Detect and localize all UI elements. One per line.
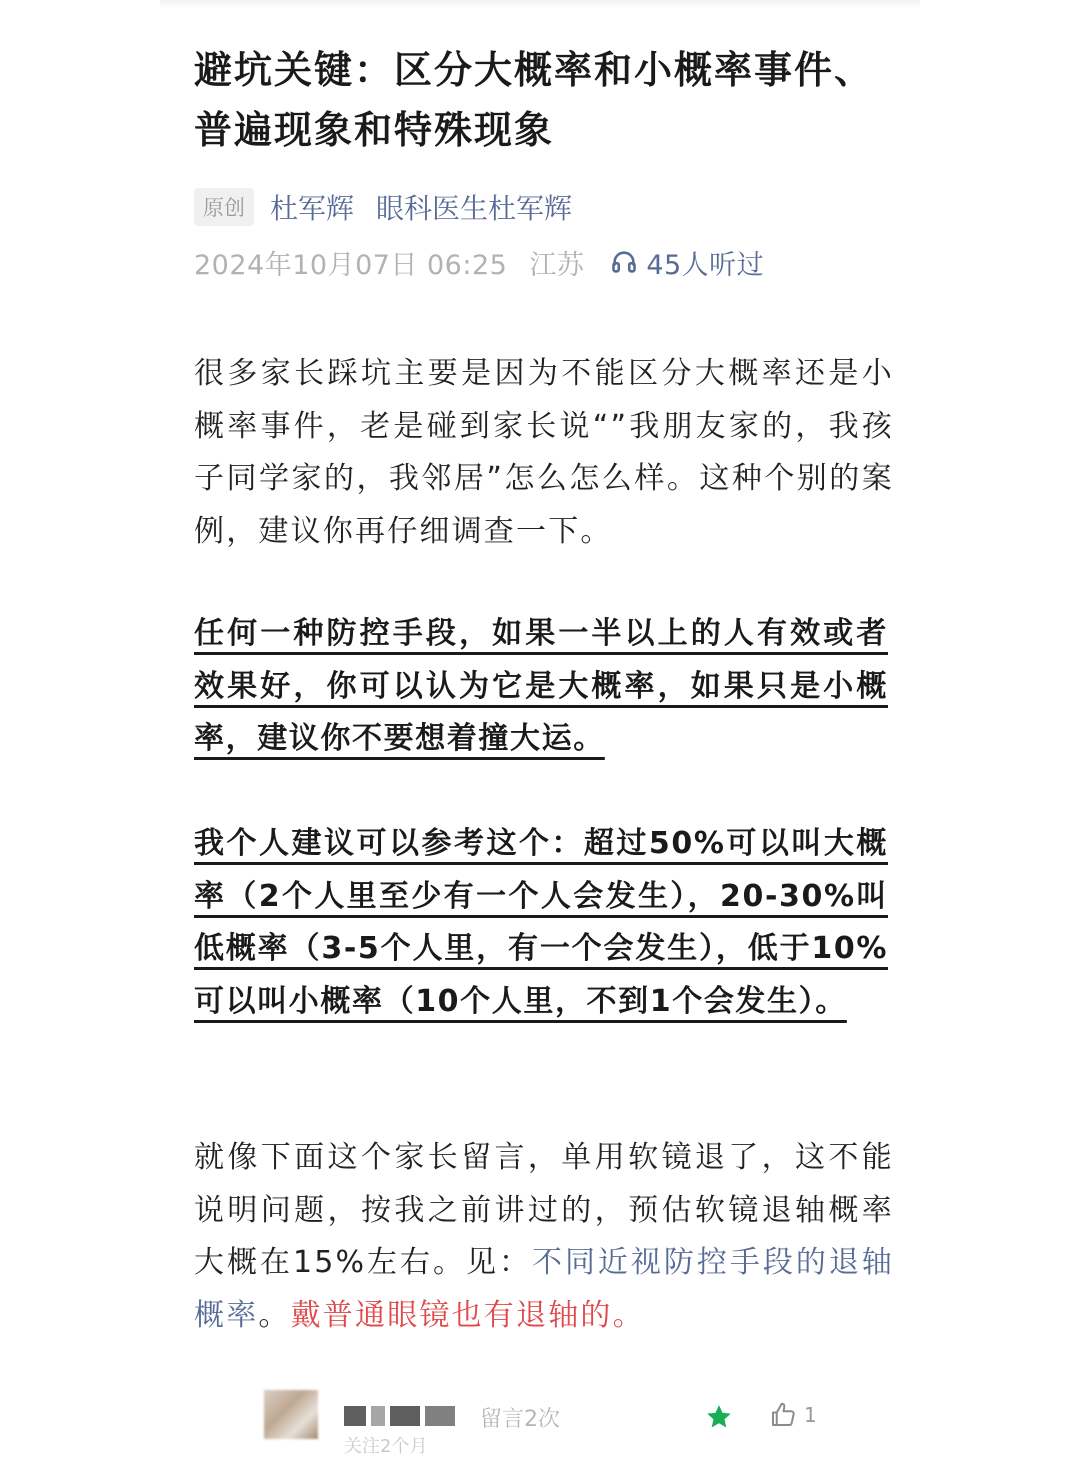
paragraph-3-emphasis: 我个人建议可以参考这个：超过50%可以叫大概率（2个人里至少有一个人会发生），20-30%叫低概率（3-5个人里，有一个会发生），低于10%可以叫小概率（10个人里，不到1个会发生）。 — [194, 826, 888, 1019]
paragraph-1: 很多家长踩坑主要是因为不能区分大概率还是小概率事件，老是碰到家长说“”我朋友家的，我孩子同学家的，我邻居”怎么怎么样。这种个别的案例，建议你再仔细调查一下。 — [194, 356, 894, 549]
top-fade — [160, 0, 920, 8]
blur-block — [390, 1406, 420, 1426]
publish-date: 2024年10月07日 06:25 — [194, 249, 508, 281]
thumb-up-icon — [768, 1400, 798, 1430]
meta-date-row — [194, 242, 894, 282]
listened-count: 45人听过 — [646, 249, 765, 281]
avatar[interactable] — [264, 1390, 318, 1439]
publish-location: 江苏 — [529, 249, 585, 281]
paragraph-4-text: 就像下面这个家长留言，单用软镜退了，这不能说明问题，按我之前讲过的，预估软镜退轴概率大概在15%左右。见： — [194, 1140, 894, 1280]
comment-count-label: 留言2次 — [480, 1407, 560, 1432]
like-button[interactable] — [768, 1400, 817, 1430]
article — [194, 40, 894, 1333]
blur-block — [371, 1406, 385, 1426]
paragraph-2-emphasis: 任何一种防控手段，如果一半以上的人有效或者效果好，你可以认为它是大概率，如果只是小概率，建议你不要想着撞大运。 — [194, 616, 888, 756]
headphone-icon — [610, 248, 638, 276]
commenter-nickname-blurred — [344, 1404, 460, 1428]
comment-item — [264, 1390, 824, 1457]
blur-block — [425, 1406, 455, 1426]
retreat-axis-article-link[interactable]: 不同近视防控手段的退轴概率 — [194, 1245, 894, 1333]
paragraph-2 — [194, 608, 888, 766]
account-link[interactable]: 眼科医生杜军辉 — [376, 192, 573, 225]
paragraph-3 — [194, 818, 888, 1028]
article-title: 避坑关键：区分大概率和小概率事件、普遍现象和特殊现象 — [194, 48, 875, 152]
like-count: 1 — [804, 1403, 817, 1427]
listened-button[interactable] — [610, 243, 764, 282]
paragraph-4-red-note: 戴普通眼镜也有退轴的。 — [290, 1297, 645, 1333]
paragraph-4-period: 。 — [258, 1297, 291, 1333]
star-icon[interactable] — [704, 1402, 734, 1432]
original-tag: 原创 — [194, 188, 254, 226]
blur-block — [344, 1406, 366, 1426]
comment-subline: 关注2个月 — [344, 1436, 428, 1457]
paragraph-4 — [194, 1132, 894, 1342]
author-link[interactable]: 杜军辉 — [270, 192, 355, 225]
meta-author-row — [194, 186, 894, 228]
